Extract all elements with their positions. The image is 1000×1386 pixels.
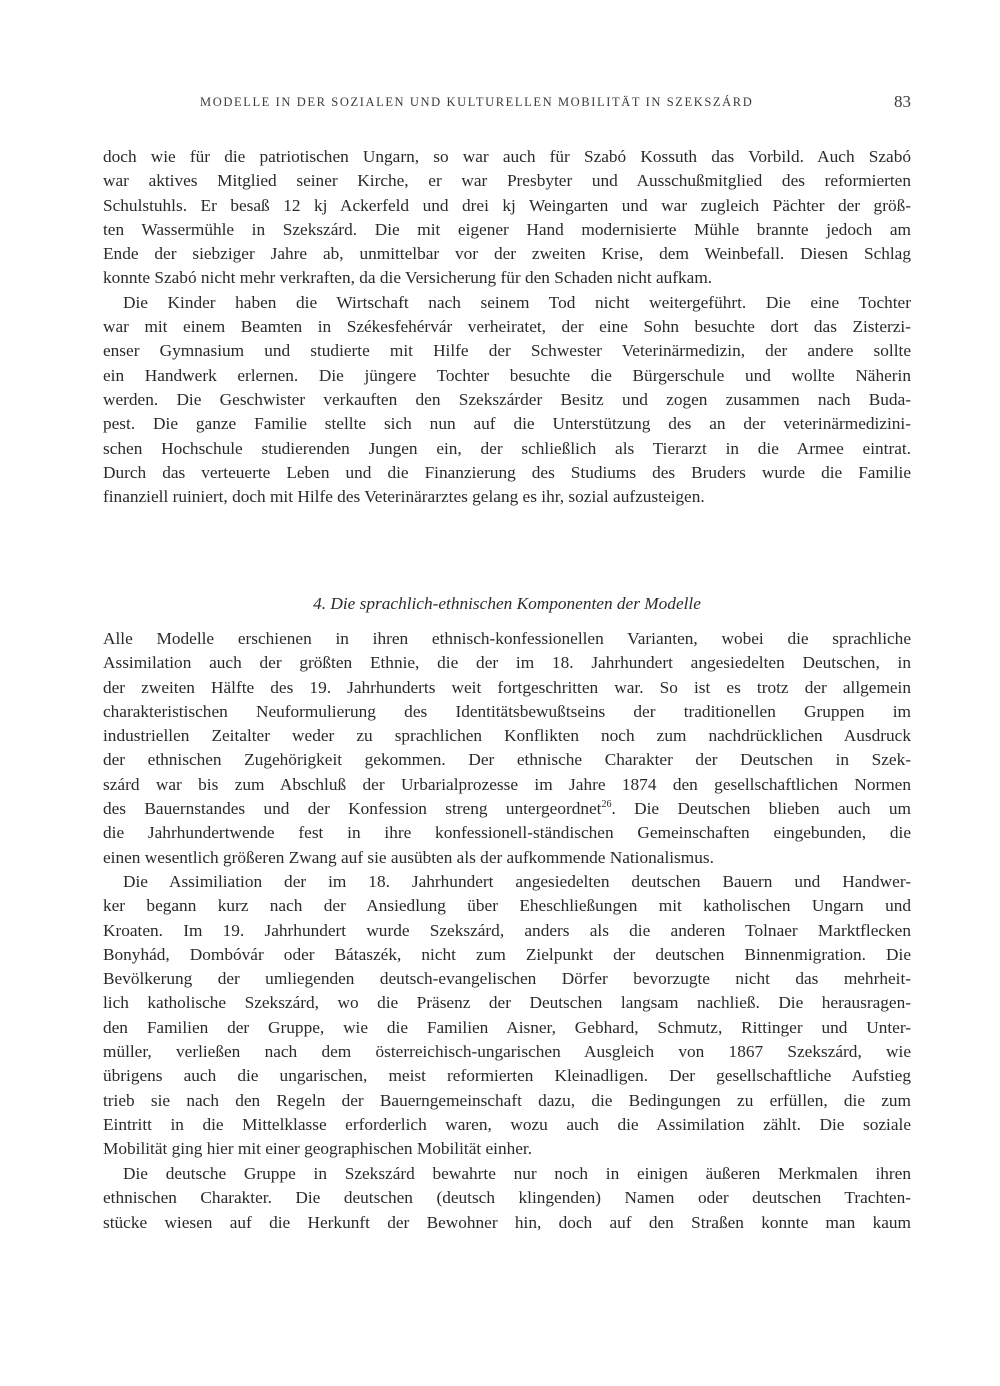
text-line: stücke wiesen auf die Herkunft der Bewohner hin, doch auf den Straßen konnte man kaum <box>103 1212 911 1232</box>
paragraph-2 <box>103 291 911 510</box>
text-line: ein Handwerk erlernen. Die jüngere Tochter besuchte die Bürgerschule und wollte Näherin <box>103 365 911 385</box>
text-line: Schulstuhls. Er besaß 12 kj Ackerfeld und drei kj Weingarten und war zugleich Pächter der größ- <box>103 195 911 215</box>
text-line: konnte Szabó nicht mehr verkraften, da die Versicherung für den Schaden nicht aufkam. <box>103 268 713 288</box>
text-line: übrigens auch die ungarischen, meist reformierten Kleinadligen. Der gesellschaftliche Aufstieg <box>103 1066 911 1086</box>
footnote-line-before: des Bauernstandes und der Konfession streng untergeordnet <box>103 799 602 819</box>
text-line: ethnischen Charakter. Die deutschen (deutsch klingenden) Namen oder deutschen Trachten- <box>103 1188 911 1208</box>
text-line: Assimilation auch der größten Ethnie, die der im 18. Jahrhundert angesiedelten Deutschen, in <box>103 653 911 673</box>
section-paragraph-3 <box>103 1162 911 1235</box>
text-line: industriellen Zeitalter weder zu sprachlichen Konflikten noch zum nachdrücklichen Ausdruck <box>103 726 911 746</box>
text-line: Kroaten. Im 19. Jahrhundert wurde Szekszárd, anders als die anderen Tolnaer Marktflecken <box>103 920 911 940</box>
text-line: ten Wassermühle in Szekszárd. Die mit eigener Hand modernisierte Mühle brannte jedoch am <box>103 219 911 239</box>
section-heading: 4. Die sprachlich-ethnischen Komponenten der Modelle <box>313 594 701 613</box>
text-line: finanziell ruiniert, doch mit Hilfe des Veterinärarztes gelang es ihr, sozial aufzusteigen. <box>103 487 705 507</box>
text-line: einen wesentlich größeren Zwang auf sie ausübten als der aufkommende Nationalismus. <box>103 847 714 867</box>
text-line: ker begann kurz nach der Ansiedlung über Eheschließungen mit katholischen Ungarn und <box>103 896 911 916</box>
text-line: charakteristischen Neuformulierung des Identitätsbewußtseins der traditionellen Gruppen im <box>103 701 911 721</box>
text-line: Ende der siebziger Jahre ab, unmittelbar vor der zweiten Krise, dem Weinbefall. Diesen Schlag <box>103 244 911 264</box>
text-line: pest. Die ganze Familie stellte sich nun auf die Unterstützung des an der veterinärmedizini- <box>103 414 911 434</box>
text-line: Bonyhád, Dombóvár oder Bátaszék, nicht zum Zielpunkt der deutschen Binnenmigration. Die <box>103 944 911 964</box>
text-line: der zweiten Hälfte des 19. Jahrhunderts weit fortgeschritten war. So ist es trotz der allgemein <box>103 677 911 697</box>
text-line: Die deutsche Gruppe in Szekszárd bewahrte nur noch in einigen äußeren Merkmalen ihren <box>123 1164 911 1183</box>
text-line: Bevölkerung der umliegenden deutsch-evangelischen Dörfer bevorzugte nicht das mehrheit- <box>103 969 911 989</box>
text-line: die Jahrhundertwende fest in ihre konfessionell-ständischen Gemeinschaften eingebunden, die <box>103 823 911 843</box>
text-line: szárd war bis zum Abschluß der Urbarialprozesse im Jahre 1874 den gesellschaftlichen Normen <box>103 774 911 794</box>
text-line: Eintritt in die Mittelklasse erforderlich waren, wozu auch die Assimilation zählt. Die soziale <box>103 1114 911 1134</box>
text-line: Durch das verteuerte Leben und die Finanzierung des Studiums des Bruders wurde die Familie <box>103 462 911 482</box>
section-paragraph-2 <box>103 870 911 1162</box>
footnote-line-after: . Die Deutschen blieben auch um <box>611 799 911 819</box>
text-line: war mit einem Beamten in Székesfehérvár verheiratet, der eine Sohn besuchte dort das Zisterzi- <box>103 317 911 337</box>
text-line: werden. Die Geschwister verkauften den Szekszárder Besitz und zogen zusammen nach Buda- <box>103 389 911 409</box>
footnote-line <box>103 797 911 821</box>
text-line: trieb sie nach den Regeln der Bauerngemeinschaft dazu, die Bedingungen zu erfüllen, die zum <box>103 1090 911 1110</box>
text-line: enser Gymnasium und studierte mit Hilfe der Schwester Veterinärmedizin, der andere sollte <box>103 341 911 361</box>
page-number: 83 <box>894 92 911 111</box>
footnote-ref-26[interactable]: 26 <box>601 799 612 811</box>
running-head <box>103 92 911 116</box>
text-line: lich katholische Szekszárd, wo die Präsenz der Deutschen langsam nachließ. Die herausragen- <box>103 993 911 1013</box>
paragraph-1 <box>103 145 911 291</box>
text-line: der ethnischen Zugehörigkeit gekommen. Der ethnische Charakter der Deutschen in Szek- <box>103 750 911 770</box>
text-line: Die Assimiliation der im 18. Jahrhundert angesiedelten deutschen Bauern und Handwer- <box>123 872 911 891</box>
text-line: Alle Modelle erschienen in ihren ethnisch-konfessionellen Varianten, wobei die sprachliche <box>103 629 911 648</box>
running-title: MODELLE IN DER SOZIALEN UND KULTURELLEN MOBILITÄT IN SZEKSZÁRD <box>200 95 754 109</box>
text-line: den Familien der Gruppe, wie die Familien Aisner, Gebhard, Schmutz, Rittinger und Unter- <box>103 1017 911 1037</box>
text-line: müller, verließen nach dem österreichisch-ungarischen Ausgleich von 1867 Szekszárd, wie <box>103 1042 911 1062</box>
section-paragraph-1 <box>103 627 911 870</box>
text-line: Die Kinder haben die Wirtschaft nach seinem Tod nicht weitergeführt. Die eine Tochter <box>123 292 911 312</box>
text-line: war aktives Mitglied seiner Kirche, er war Presbyter und Ausschußmitglied des reformierten <box>103 171 911 191</box>
text-line: doch wie für die patriotischen Ungarn, so war auch für Szabó Kossuth das Vorbild. Auch Szabó <box>103 147 911 166</box>
text-line: Mobilität ging hier mit einer geographischen Mobilität einher. <box>103 1139 533 1159</box>
text-line: schen Hochschule studierenden Jungen ein, der schließlich als Tierarzt in die Armee eintrat. <box>103 438 911 458</box>
